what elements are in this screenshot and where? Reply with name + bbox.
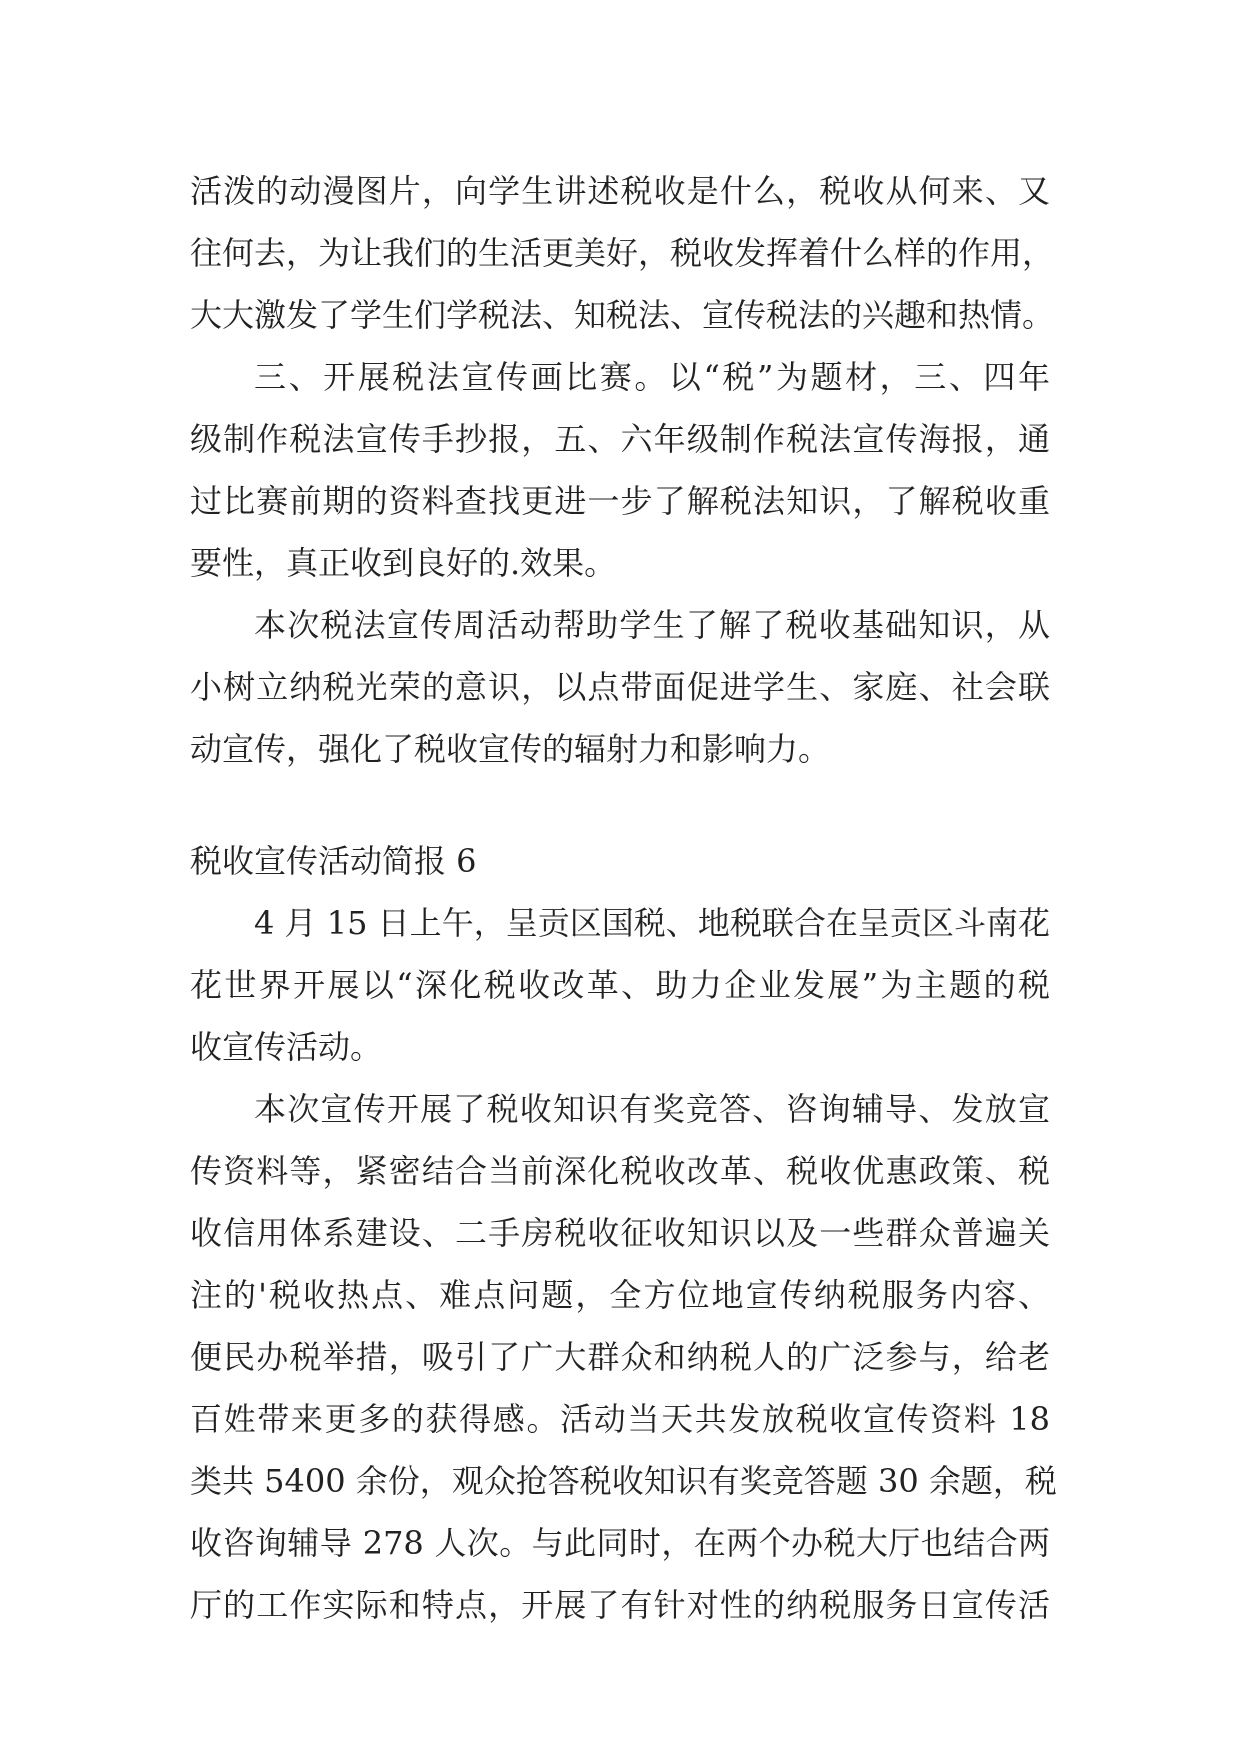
text-line: 4 月 15 日上午，呈贡区国税、地税联合在呈贡区斗南花 (254, 904, 1050, 942)
text-line: 便民办税举措，吸引了广大群众和纳税人的广泛参与，给老 (190, 1338, 1050, 1376)
text-line: 小树立纳税光荣的意识，以点带面促进学生、家庭、社会联 (190, 668, 1050, 706)
text-line: 级制作税法宣传手抄报，五、六年级制作税法宣传海报，通 (190, 420, 1050, 458)
text-line: 本次税法宣传周活动帮助学生了解了税收基础知识，从 (254, 606, 1050, 644)
paragraph-event-intro (190, 892, 1050, 1078)
text-line: 类共 5400 余份，观众抢答税收知识有奖竞答题 30 余题，税 (190, 1462, 1057, 1500)
text-line: 收宣传活动。 (190, 1028, 383, 1066)
paragraph-event-details (190, 1078, 1057, 1636)
document-page (190, 160, 1057, 1636)
text-line: 百姓带来更多的获得感。活动当天共发放税收宣传资料 18 (190, 1400, 1050, 1438)
text-line: 往何去，为让我们的生活更美好，税收发挥着什么样的作用， (190, 234, 1055, 272)
text-line: 活泼的动漫图片，向学生讲述税收是什么，税收从何来、又 (190, 172, 1050, 210)
text-line: 要性，真正收到良好的.效果。 (190, 544, 617, 582)
text-line: 本次宣传开展了税收知识有奖竞答、咨询辅导、发放宣 (254, 1090, 1050, 1128)
section-title: 税收宣传活动简报 6 (190, 842, 477, 880)
paragraph-comic-intro (190, 160, 1055, 346)
text-line: 注的'税收热点、难点问题，全方位地宣传纳税服务内容、 (190, 1276, 1050, 1314)
text-line: 花世界开展以“深化税收改革、助力企业发展”为主题的税 (190, 966, 1050, 1004)
text-line: 收咨询辅导 278 人次。与此同时，在两个办税大厅也结合两 (190, 1524, 1050, 1562)
text-line: 三、开展税法宣传画比赛。以“税”为题材，三、四年 (254, 358, 1050, 396)
paragraph-poster-contest (190, 346, 1050, 594)
paragraph-week-summary (190, 594, 1050, 780)
text-line: 收信用体系建设、二手房税收征收知识以及一些群众普遍关 (190, 1214, 1050, 1252)
text-line: 大大激发了学生们学税法、知税法、宣传税法的兴趣和热情。 (190, 296, 1055, 334)
text-line: 传资料等，紧密结合当前深化税收改革、税收优惠政策、税 (190, 1152, 1050, 1190)
text-line: 过比赛前期的资料查找更进一步了解税法知识，了解税收重 (190, 482, 1050, 520)
text-line: 厅的工作实际和特点，开展了有针对性的纳税服务日宣传活 (190, 1586, 1050, 1624)
text-line: 动宣传，强化了税收宣传的辐射力和影响力。 (190, 730, 831, 768)
